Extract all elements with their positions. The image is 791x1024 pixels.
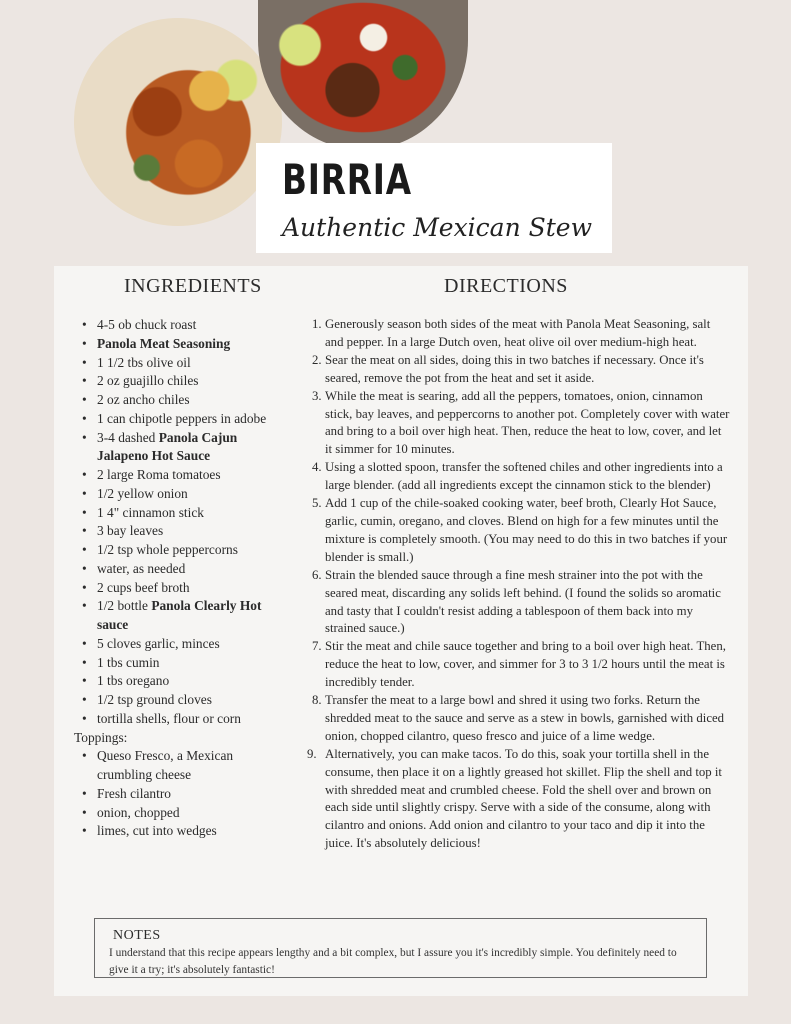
ingredient-text: 4-5 ob chuck roast bbox=[97, 317, 197, 332]
ingredient-item bbox=[74, 541, 274, 560]
ingredients-heading: INGREDIENTS bbox=[124, 275, 262, 297]
ingredient-item bbox=[74, 429, 274, 467]
notes-heading: NOTES bbox=[113, 928, 161, 943]
direction-step bbox=[310, 495, 730, 567]
ingredient-item bbox=[74, 522, 274, 541]
direction-step bbox=[307, 746, 730, 853]
step-text: Sear the meat on all sides, doing this in two batches if necessary. Once it's seared, remove the pot from the heat and set it aside. bbox=[325, 352, 704, 385]
ingredients-list bbox=[74, 316, 274, 841]
step-text: While the meat is searing, add all the peppers, tomatoes, onion, cinnamon stick, bay leaves, and peppercorns to another pot. Completely cover with water and bring to a boil over high heat. Then, reduce the heat to low, cover, and let it simmer for 10 minutes. bbox=[325, 388, 730, 457]
step-number: 7. bbox=[312, 639, 322, 654]
ingredient-text: 1 4" cinnamon stick bbox=[97, 504, 204, 520]
topping-item: • onion, chopped bbox=[74, 804, 274, 823]
tacos-photo bbox=[74, 18, 282, 226]
ingredient-text: 5 cloves garlic, minces bbox=[97, 635, 220, 651]
ingredient-item bbox=[74, 672, 274, 691]
ingredient-text: 1 tbs cumin bbox=[97, 654, 160, 670]
ingredient-item bbox=[74, 597, 274, 635]
ingredient-text: 2 large Roma tomatoes bbox=[97, 467, 221, 482]
ingredient-brand: Panola Meat Seasoning bbox=[97, 335, 231, 351]
direction-step bbox=[310, 692, 730, 746]
ingredient-text: 2 cups beef broth bbox=[97, 579, 190, 595]
ingredient-text: 1 1/2 tbs olive oil bbox=[97, 354, 191, 370]
step-text: Transfer the meat to a large bowl and shred it using two forks. Return the shredded meat to the sauce and serve as a stew in bowls, garnished with diced onion, chopped cilantro, queso fresco and juice of a lime wedge. bbox=[325, 693, 725, 743]
stew-photo bbox=[258, 0, 468, 150]
ingredient-item bbox=[74, 710, 274, 729]
step-text: Generously season both sides of the meat with Panola Meat Seasoning, salt and pepper. In a large Dutch oven, heat olive oil over medium-high heat. bbox=[325, 317, 711, 349]
ingredient-text: 1 tbs oregano bbox=[97, 673, 170, 689]
ingredient-item bbox=[74, 654, 274, 673]
ingredient-item bbox=[74, 391, 274, 410]
step-text: Using a slotted spoon, transfer the softened chiles and other ingredients into a large blender. (add all ingredients except the cinnamon stick to the blender) bbox=[325, 460, 723, 493]
step-text: Add 1 cup of the chile-soaked cooking water, beef broth, Clearly Hot Sauce, garlic, cumin, oregano, and cloves. Blend on high for a few minutes until the mixture is completely smooth. (You may need to do this in two batches if your blender is small.) bbox=[325, 496, 728, 564]
ingredient-text: water, as needed bbox=[97, 560, 186, 576]
direction-step bbox=[310, 316, 730, 352]
ingredient-item bbox=[74, 691, 274, 710]
ingredient-items bbox=[74, 316, 274, 729]
ingredient-item bbox=[74, 504, 274, 523]
recipe-title: BIRRIA bbox=[282, 155, 412, 204]
ingredient-brand: Panola Clearly Hot sauce bbox=[97, 598, 262, 632]
step-text: Stir the meat and chile sauce together and bring to a boil over high heat. Then, reduce the heat to low, cover, and simmer for 3 to 3 1/2 hours until the meat is incredibly tender. bbox=[325, 639, 726, 690]
ingredient-item bbox=[74, 579, 274, 598]
step-number: 3. bbox=[312, 388, 322, 403]
ingredient-item bbox=[74, 485, 274, 504]
ingredient-item bbox=[74, 316, 274, 335]
step-number: 5. bbox=[312, 496, 322, 511]
step-number: 1. bbox=[312, 317, 322, 331]
topping-item: • Queso Fresco, a Mexican crumbling cheese bbox=[74, 747, 274, 785]
topping-items bbox=[74, 747, 274, 841]
ingredient-brand: Panola Cajun Jalapeno Hot Sauce bbox=[97, 429, 238, 464]
ingredient-item bbox=[74, 560, 274, 579]
direction-step bbox=[310, 388, 730, 460]
ingredient-text: 2 oz ancho chiles bbox=[97, 392, 190, 407]
ingredient-text: 1/2 tsp whole peppercorns bbox=[97, 542, 238, 557]
ingredient-text: 1/2 bottle bbox=[97, 598, 152, 614]
topping-item: • limes, cut into wedges bbox=[74, 822, 274, 841]
step-number: 6. bbox=[312, 567, 322, 582]
step-text: Strain the blended sauce through a fine mesh strainer into the pot with the seared meat, discarding any solids left behind. (I found the solids so aromatic and tasty that I couldn't resist adding a tablespoon of them back into my strained sauce.) bbox=[325, 567, 721, 636]
recipe-panel bbox=[54, 266, 748, 996]
title-card bbox=[256, 143, 612, 253]
notes-box bbox=[94, 918, 707, 978]
ingredient-text: 3 bay leaves bbox=[97, 523, 164, 539]
step-number: 9. bbox=[307, 746, 317, 761]
ingredient-text: tortilla shells, flour or corn bbox=[97, 710, 241, 726]
ingredient-item bbox=[74, 354, 274, 373]
direction-steps bbox=[307, 316, 730, 853]
ingredient-text: 3-4 dashed bbox=[97, 429, 159, 445]
step-number: 2. bbox=[312, 352, 322, 367]
directions-heading: DIRECTIONS bbox=[444, 275, 568, 297]
direction-step bbox=[310, 567, 730, 639]
ingredient-item bbox=[74, 466, 274, 485]
notes-text: I understand that this recipe appears lengthy and a bit complex, but I assure you it's incredibly simple. You definitely need to give it a try; it's absolutely fantastic! bbox=[109, 947, 677, 976]
direction-step bbox=[310, 352, 730, 388]
ingredient-item bbox=[74, 410, 274, 429]
ingredient-text: 1/2 yellow onion bbox=[97, 485, 188, 501]
step-number: 4. bbox=[312, 460, 322, 475]
direction-step bbox=[310, 459, 730, 495]
ingredient-item bbox=[74, 335, 274, 354]
step-text: Alternatively, you can make tacos. To do this, soak your tortilla shell in the consume, then place it on a lightly greased hot skillet. Flip the shell and top it with shredded meat and crumbled cheese. Fold the shell over and brown on each side until slightly crispy. Serve with a side of the consume, along with cilantro and onions. Add onion and cilantro to your taco and dip it into the juice. It's absolutely delicious! bbox=[325, 746, 722, 851]
ingredient-item bbox=[74, 635, 274, 654]
topping-item: • Fresh cilantro bbox=[74, 785, 274, 804]
step-number: 8. bbox=[312, 693, 322, 708]
recipe-subtitle: Authentic Mexican Stew bbox=[282, 213, 592, 242]
toppings-label: Toppings: bbox=[74, 729, 128, 745]
ingredient-text: 2 oz guajillo chiles bbox=[97, 373, 199, 389]
ingredient-text: 1 can chipotle peppers in adobe bbox=[97, 410, 267, 426]
directions-list bbox=[307, 316, 730, 853]
ingredient-item bbox=[74, 372, 274, 391]
ingredient-text: 1/2 tsp ground cloves bbox=[97, 692, 212, 707]
direction-step bbox=[310, 638, 730, 692]
